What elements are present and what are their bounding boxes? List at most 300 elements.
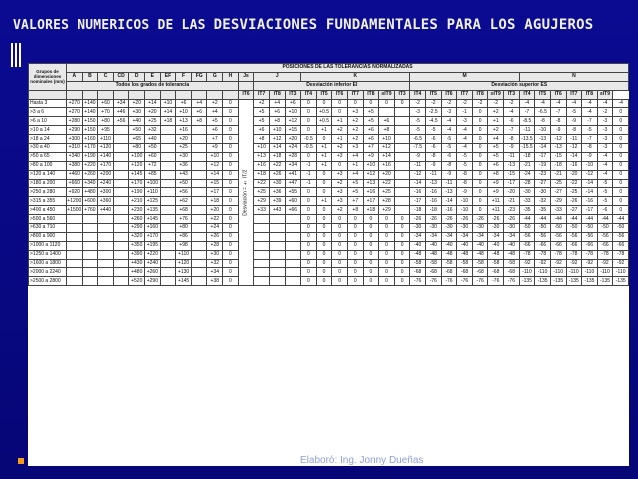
value-cell: -66 [582,241,598,250]
value-cell: -9 [566,117,582,126]
value-cell: +3 [347,144,363,153]
value-cell [191,268,207,277]
value-cell [254,268,270,277]
value-cell [191,197,207,206]
grade-header: ≥IT9 [597,90,613,99]
table-row [29,215,629,224]
value-cell: -48 [410,250,426,259]
value-cell: +140 [82,108,98,117]
value-cell: -135 [597,277,613,286]
value-cell: +8 [379,126,395,135]
title-part2: DESVIACIONES FUNDAMENTALES PARA LOS AGUJEROS [213,17,594,33]
value-cell: -4 [597,161,613,170]
group-cell: >315 a 355 [29,197,67,206]
value-cell: -18 [426,206,442,215]
value-cell: +11 [488,206,504,215]
value-cell: 0 [379,241,395,250]
value-cell: +1200 [67,197,82,204]
value-cell [113,259,129,268]
letter-n: N [519,72,628,81]
value-cell: 0 [223,277,239,286]
value-cell: 0 [301,126,317,135]
value-cell: +10 [176,108,192,117]
value-cell: +280 [67,117,83,126]
value-cell: -66 [550,241,566,250]
grade-header: IT6 [550,90,566,99]
value-cell: 0 [613,188,629,197]
value-cell: 0 [223,224,239,233]
value-cell: +1 [332,135,348,144]
value-cell [67,224,83,233]
value-cell: +25 [176,144,192,153]
value-cell: -2 [441,99,457,108]
value-cell [191,241,207,250]
table-row [29,188,629,197]
value-cell: +110 [145,188,161,197]
value-cell [191,144,207,153]
value-cell: -27 [550,188,566,197]
value-cell [269,268,285,277]
value-cell: +160 [82,135,98,144]
value-cell: 0 [472,135,488,144]
value-cell [285,268,301,277]
group-cell: >1250 a 1400 [29,250,67,259]
value-cell: +86 [176,232,192,241]
value-cell: 0 [316,188,332,197]
grade-header: IT5 [426,90,442,99]
value-cell: 0 [363,232,379,241]
value-cell: +6 [254,126,270,135]
value-cell: -4 [582,99,598,108]
value-cell: +1 [316,152,332,161]
value-cell: +16 [254,161,270,170]
value-cell: 0 [347,268,363,277]
value-cell: +135 [145,206,161,215]
value-cell: +600 [82,197,98,206]
value-cell: -66 [519,241,535,250]
value-cell: -32 [535,197,551,206]
value-cell: -56 [582,232,598,241]
value-cell: +5 [254,117,270,126]
value-cell: -9 [457,188,473,197]
value-cell: +6 [207,126,223,135]
value-cell: 0 [613,144,629,153]
value-cell: 0 [301,277,317,286]
value-cell: -68 [488,268,504,277]
value-cell [113,152,129,161]
value-cell: +56 [113,117,129,126]
value-cell: +9 [207,144,223,153]
value-cell: 0 [347,250,363,259]
value-cell: +10 [285,108,301,117]
value-cell [160,268,176,277]
value-cell: -34 [426,232,442,241]
value-cell: 0 [347,232,363,241]
value-cell: 0 [316,250,332,259]
value-cell: -14 [441,197,457,206]
value-cell: +170 [145,232,161,241]
letter-f: F [176,72,192,81]
grade-header: IT6 [441,90,457,99]
value-cell: +1 [347,161,363,170]
value-cell: +380 [67,161,83,170]
value-cell: +13 [254,152,270,161]
value-cell: 0 [316,224,332,233]
value-cell: 0 [223,259,239,268]
value-cell: +350 [129,241,145,250]
value-cell: -12 [566,144,582,153]
value-cell: -66 [613,241,629,250]
value-cell [160,170,176,179]
value-cell [98,224,114,233]
value-cell: +14 [145,99,161,108]
grades-blank [29,90,67,99]
value-cell: -16 [566,161,582,170]
value-cell: 0 [332,108,348,117]
value-cell: +5 [488,144,504,153]
value-cell [394,135,410,144]
value-cell [394,126,410,135]
value-cell: 0 [363,250,379,259]
value-cell [160,241,176,250]
value-cell: +4 [269,99,285,108]
value-cell: +22 [254,179,270,188]
value-cell: -92 [519,259,535,268]
value-cell [113,241,129,250]
value-cell: -3 [457,117,473,126]
grade-header: IT7 [347,90,363,99]
value-cell [113,224,129,233]
value-cell [113,188,129,197]
value-cell: +14 [269,144,285,153]
value-cell: +480 [82,188,98,197]
value-cell: -10 [457,197,473,206]
value-cell: -66 [566,241,582,250]
value-cell: +2 [332,144,348,153]
value-cell: -40 [488,241,504,250]
value-cell: +290 [145,277,161,286]
value-cell: +6 [191,108,207,117]
value-cell: +50 [129,126,145,135]
value-cell: +3 [332,170,348,179]
decorative-bars [11,43,21,67]
value-cell: 0 [613,152,629,161]
value-cell: +1500 [67,206,82,213]
value-cell: -11 [519,126,535,135]
value-cell: 0 [332,241,348,250]
value-cell: 0 [223,152,239,161]
value-cell: +8 [191,117,207,126]
value-cell: -135 [519,277,535,286]
value-cell: -68 [426,268,442,277]
value-cell: -10 [535,126,551,135]
table-row [29,161,629,170]
value-cell: -48 [457,250,473,259]
value-cell: -23 [535,170,551,179]
value-cell: -4 [597,152,613,161]
value-cell: +145 [145,215,161,224]
value-cell: +20 [379,170,395,179]
value-cell: -68 [504,268,520,277]
value-cell: +33 [254,206,270,215]
value-cell: -33 [519,197,535,206]
value-cell: -4 [441,117,457,126]
grade-blank [67,90,83,99]
value-cell: -58 [441,259,457,268]
value-cell: -9 [504,144,520,153]
value-cell: -26 [410,215,426,224]
value-cell: +260 [129,215,145,224]
value-cell: -20 [504,188,520,197]
value-cell: +170 [129,179,145,188]
value-cell: +10 [269,126,285,135]
grade-header: IT3 [504,90,520,99]
value-cell: -76 [488,277,504,286]
value-cell: -5 [410,117,426,126]
value-cell: -44 [566,215,582,224]
value-cell: +36 [176,161,192,170]
value-cell [67,268,83,277]
value-cell [394,152,410,161]
value-cell: -92 [550,259,566,268]
value-cell [394,206,410,215]
value-cell: -11 [441,179,457,188]
value-cell: +43 [269,206,285,215]
value-cell: -4 [457,126,473,135]
value-cell: -17 [410,197,426,206]
value-cell [191,135,207,144]
value-cell: -1 [301,179,317,188]
value-cell [394,197,410,206]
slide-title [13,17,633,33]
table-row [29,197,629,206]
value-cell: +260 [145,268,161,277]
value-cell: +36 [269,188,285,197]
value-cell: 0 [332,99,348,108]
value-cell: +56 [176,188,192,197]
value-cell: -13 [504,161,520,170]
value-cell: 0 [394,241,410,250]
value-cell [113,277,129,286]
grade-blank [145,90,161,99]
value-cell: +6 [363,126,379,135]
value-cell: -18 [410,206,426,215]
value-cell: -28 [519,179,535,188]
value-cell: +5 [363,117,379,126]
value-cell: +300 [67,135,83,144]
group-cell: >18 a 24 [29,135,67,144]
value-cell: -15.5 [519,144,535,153]
grade-blank [207,90,223,99]
letter-j: J [254,72,301,81]
value-cell [254,215,270,224]
value-cell: +2 [332,206,348,215]
value-cell: -56 [550,232,566,241]
value-cell: -58 [410,259,426,268]
value-cell: -12 [582,170,598,179]
value-cell: -14 [410,179,426,188]
value-cell: +100 [145,179,161,188]
value-cell: +360 [98,197,114,206]
grade-header: IT3 [285,90,301,99]
value-cell: -48 [472,250,488,259]
value-cell [160,277,176,286]
letter-a: A [67,72,83,81]
value-cell: +480 [129,268,145,277]
value-cell: +6 [269,108,285,117]
value-cell: -3 [597,126,613,135]
value-cell [394,179,410,188]
value-cell: +1 [316,144,332,153]
value-cell: +310 [67,144,83,153]
value-cell: +145 [176,277,192,286]
value-cell: +220 [82,161,98,170]
value-cell: -8 [504,135,520,144]
value-cell: -3 [597,144,613,153]
value-cell: -66 [535,241,551,250]
grade-header: IT8 [582,90,598,99]
value-cell: +30 [129,108,145,117]
value-cell: 0 [316,241,332,250]
value-cell: -7 [519,108,535,117]
value-cell: -9 [441,170,457,179]
value-cell: -44 [582,215,598,224]
table-row [29,126,629,135]
grade-header: IT7 [566,90,582,99]
value-cell: -14 [566,152,582,161]
value-cell [269,250,285,259]
group-cell: >1600 a 1800 [29,259,67,268]
value-cell: 0 [223,117,239,126]
group-cell: >2000 a 2240 [29,268,67,277]
value-cell: +760 [82,206,98,215]
value-cell: +32 [207,259,223,268]
group-cell: >800 a 900 [29,232,67,241]
value-cell: +3 [332,188,348,197]
value-cell: 0 [472,197,488,206]
value-cell: 0 [613,117,629,126]
value-cell: -6 [426,144,442,153]
value-cell: 0 [347,215,363,224]
value-cell: -2 [410,99,426,108]
value-cell: -18 [519,152,535,161]
value-cell [254,232,270,241]
value-cell [113,197,129,206]
value-cell: -68 [472,268,488,277]
value-cell: -68 [410,268,426,277]
value-cell: -26 [566,197,582,206]
grade-header: IT5 [535,90,551,99]
value-cell: +12 [285,117,301,126]
value-cell: +4 [191,99,207,108]
value-cell [379,108,395,117]
value-cell: +12 [379,144,395,153]
value-cell: -76 [410,277,426,286]
value-cell [160,135,176,144]
value-cell [98,241,114,250]
value-cell: -30 [410,224,426,233]
value-cell: 0 [347,224,363,233]
value-cell: +47 [285,179,301,188]
value-cell [160,144,176,153]
value-cell: +30 [207,250,223,259]
value-cell: -26 [426,215,442,224]
value-cell: +7 [207,135,223,144]
value-cell: +170 [82,144,98,153]
value-cell: -12 [550,135,566,144]
value-cell: -8 [426,152,442,161]
value-cell: +4 [488,135,504,144]
value-cell: -50 [597,224,613,233]
value-cell: +28 [285,152,301,161]
value-cell: -3 [597,135,613,144]
value-cell [98,250,114,259]
value-cell: +60 [98,99,114,108]
value-cell: 0 [223,161,239,170]
letter-d: D [129,72,145,81]
grade-blank [82,90,98,99]
value-cell: 0 [332,161,348,170]
value-cell: 0 [394,224,410,233]
value-cell: -66 [597,241,613,250]
group-cell: >6 a 10 [29,117,67,126]
value-cell: +60 [285,197,301,206]
lower-deviation-header: Desviación inferior EI [254,81,410,90]
value-cell: +290 [67,126,83,135]
value-cell [82,224,98,233]
value-cell: +66 [285,206,301,215]
value-cell: 0 [301,259,317,268]
table-row [29,206,629,215]
value-cell: -48 [488,250,504,259]
value-cell [191,277,207,286]
value-cell [160,259,176,268]
value-cell: +270 [67,99,83,108]
value-cell: -78 [519,250,535,259]
value-cell: +190 [82,152,98,161]
value-cell: +1 [316,161,332,170]
value-cell: 0 [301,232,317,241]
value-cell: 0 [613,170,629,179]
value-cell: +6 [488,161,504,170]
value-cell: -8 [535,117,551,126]
value-cell: -30 [519,188,535,197]
value-cell: +8 [269,117,285,126]
value-cell: -30 [441,224,457,233]
value-cell: 0 [332,277,348,286]
value-cell: -76 [472,277,488,286]
table-row [29,241,629,250]
value-cell: +26 [207,232,223,241]
value-cell [285,250,301,259]
value-cell: +2 [347,135,363,144]
value-cell [98,259,114,268]
value-cell: 0 [332,268,348,277]
value-cell: 0 [613,135,629,144]
value-cell: +30 [269,179,285,188]
value-cell: +9 [488,179,504,188]
value-cell: -15 [550,152,566,161]
value-cell: +460 [67,170,83,179]
bullet-marker [18,458,24,464]
value-cell: -9 [550,126,566,135]
value-cell: +65 [129,135,145,144]
js-deviation-label: Desviación = ± IT/2 [238,99,254,286]
value-cell: 0 [394,259,410,268]
value-cell [285,241,301,250]
value-cell: +14 [207,170,223,179]
value-cell: -4 [613,99,629,108]
